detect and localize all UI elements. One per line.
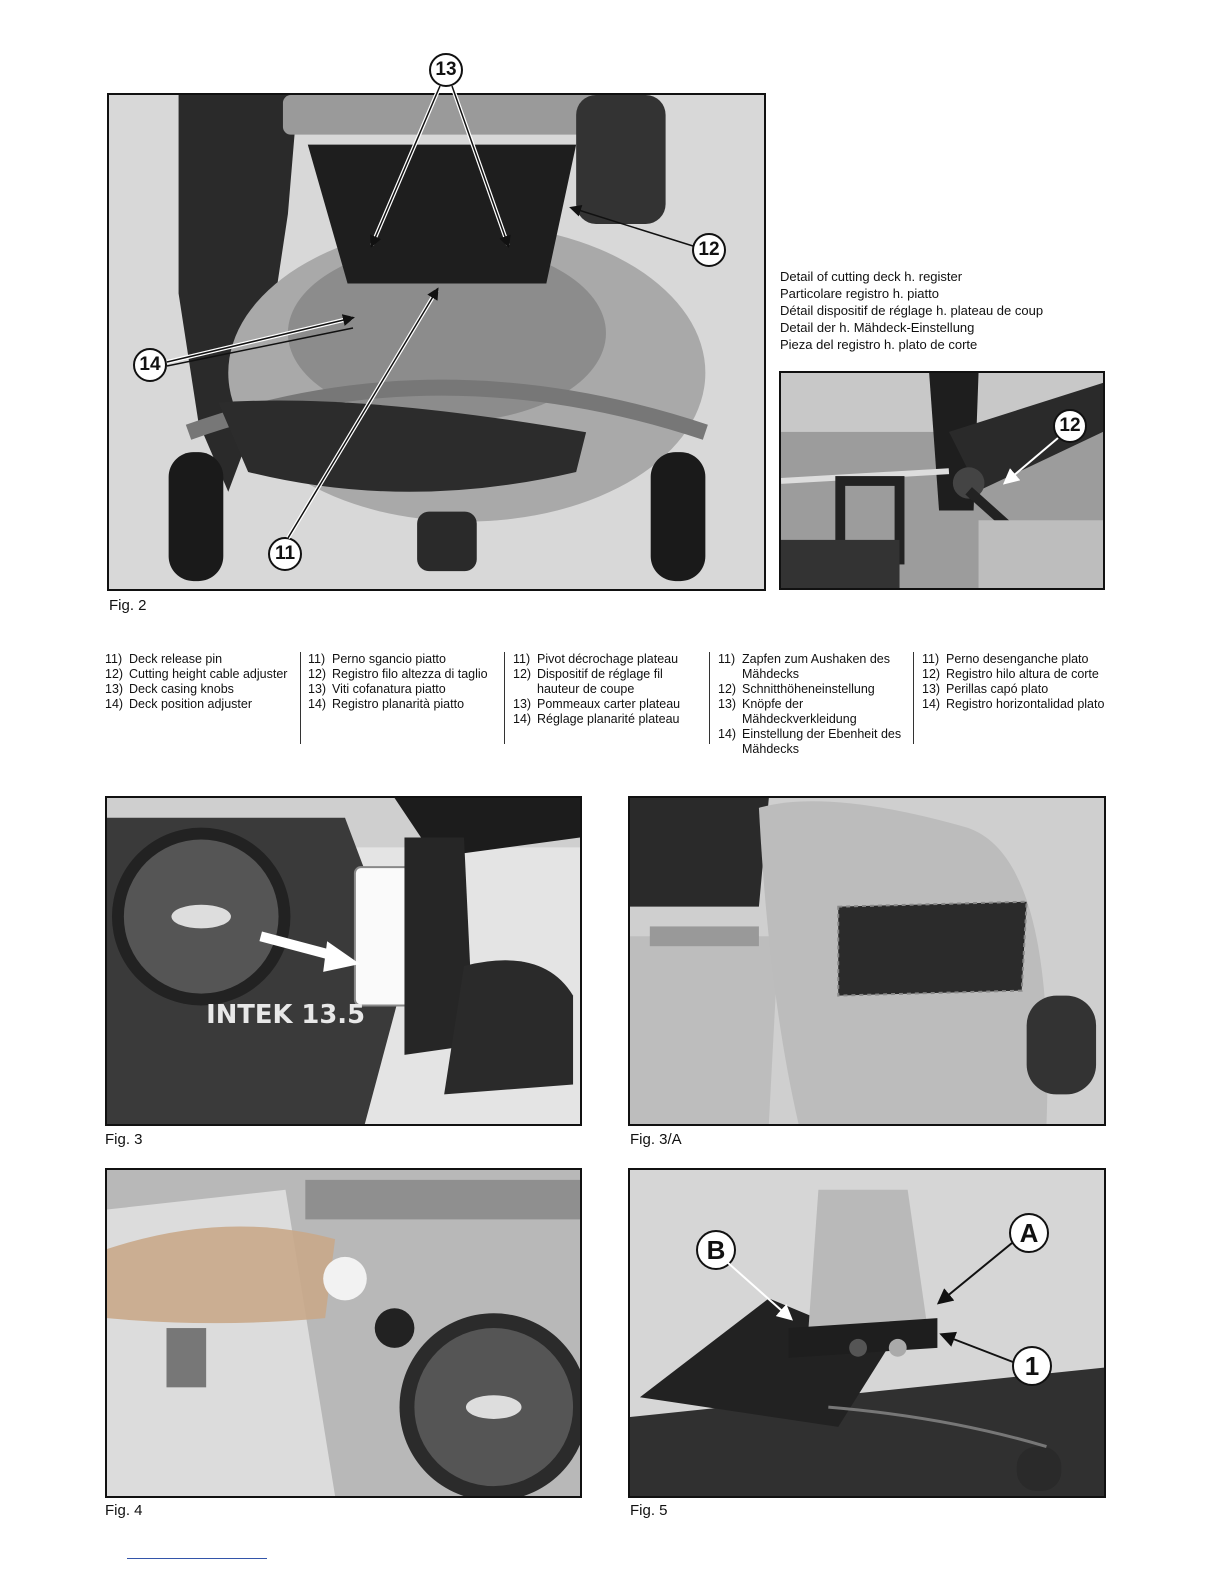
fig3-photo bbox=[105, 796, 582, 1126]
legend-text: Perno desenganche plato bbox=[946, 652, 1089, 666]
legend-text: Registro filo altezza di taglio bbox=[332, 667, 488, 681]
legend-item bbox=[922, 652, 1122, 667]
legend-text: Viti cofanatura piatto bbox=[332, 682, 446, 696]
legend-text: Deck casing knobs bbox=[129, 682, 234, 696]
legend-num: 14) bbox=[513, 712, 532, 726]
legend-num: 14) bbox=[105, 697, 124, 711]
legend-num: 14) bbox=[718, 727, 737, 741]
legend-col-de bbox=[718, 652, 908, 757]
fig2-callout-13: 13 bbox=[429, 53, 463, 87]
detail-line: Pieza del registro h. plato de corte bbox=[780, 337, 978, 352]
fig3-illustration bbox=[107, 798, 580, 1124]
legend-item bbox=[718, 652, 908, 682]
detail-line: Particolare registro h. piatto bbox=[780, 286, 939, 301]
legend-text: Knöpfe der Mähdeckverkleidung bbox=[742, 697, 857, 726]
legend-item bbox=[105, 652, 295, 667]
legend-text: Perno sgancio piatto bbox=[332, 652, 446, 666]
legend-item bbox=[105, 682, 295, 697]
fig5-caption: Fig. 5 bbox=[630, 1502, 668, 1519]
legend-item bbox=[718, 727, 908, 757]
legend-text: Deck release pin bbox=[129, 652, 223, 666]
legend-num: 12) bbox=[308, 667, 327, 681]
detail-line: Detail der h. Mähdeck-Einstellung bbox=[780, 320, 975, 335]
legend-text: Registro horizontalidad plato bbox=[946, 697, 1105, 711]
legend-num: 12) bbox=[922, 667, 941, 681]
legend-text: Pivot décrochage plateau bbox=[537, 652, 679, 666]
fig4-illustration bbox=[107, 1170, 580, 1496]
legend-num: 12) bbox=[513, 667, 532, 681]
legend-item bbox=[513, 697, 703, 712]
legend-col-en bbox=[105, 652, 295, 712]
fig4-photo bbox=[105, 1168, 582, 1498]
legend-separator bbox=[300, 652, 301, 744]
legend-item bbox=[922, 667, 1122, 682]
legend-item bbox=[513, 652, 703, 667]
legend-num: 11) bbox=[308, 652, 326, 666]
legend-text: Registro planarità piatto bbox=[332, 697, 465, 711]
legend-item bbox=[922, 682, 1122, 697]
legend-num: 14) bbox=[922, 697, 941, 711]
legend-text: Deck position adjuster bbox=[129, 697, 252, 711]
legend-text: Réglage planarité plateau bbox=[537, 712, 680, 726]
legend-text: Dispositif de réglage fil hauteur de coupe bbox=[537, 667, 663, 696]
legend-num: 13) bbox=[718, 697, 737, 711]
legend-num: 11) bbox=[513, 652, 531, 666]
legend-num: 13) bbox=[105, 682, 124, 696]
fig3a-photo bbox=[628, 796, 1106, 1126]
detail-line: Detail of cutting deck h. register bbox=[780, 269, 963, 284]
legend-num: 12) bbox=[105, 667, 124, 681]
legend-text: Pommeaux carter plateau bbox=[537, 697, 681, 711]
footer-rule bbox=[127, 1558, 267, 1559]
legend-item bbox=[105, 667, 295, 682]
fig3a-illustration bbox=[630, 798, 1104, 1124]
legend-num: 14) bbox=[308, 697, 327, 711]
legend-text: Cutting height cable adjuster bbox=[129, 667, 288, 681]
legend-num: 13) bbox=[922, 682, 941, 696]
legend-text: Perillas capó plato bbox=[946, 682, 1049, 696]
fig2-photo bbox=[107, 93, 766, 591]
legend-num: 11) bbox=[718, 652, 736, 666]
legend-item bbox=[513, 712, 703, 727]
legend-col-it bbox=[308, 652, 498, 712]
legend-item bbox=[308, 697, 498, 712]
fig4-caption: Fig. 4 bbox=[105, 1502, 143, 1519]
legend-item bbox=[308, 667, 498, 682]
legend-num: 12) bbox=[718, 682, 737, 696]
fig2-callout-12: 12 bbox=[692, 233, 726, 267]
legend-num: 11) bbox=[922, 652, 940, 666]
fig2-caption: Fig. 2 bbox=[109, 597, 147, 614]
legend-num: 13) bbox=[308, 682, 327, 696]
legend-item bbox=[105, 697, 295, 712]
fig3-caption: Fig. 3 bbox=[105, 1131, 143, 1148]
detail-line: Détail dispositif de réglage h. plateau de coup bbox=[780, 303, 1044, 318]
fig2-callout-14: 14 bbox=[133, 348, 167, 382]
fig5-callout-1: 1 bbox=[1012, 1346, 1052, 1386]
legend-text: Zapfen zum Aushaken des Mähdecks bbox=[742, 652, 891, 681]
legend-item bbox=[308, 682, 498, 697]
fig2-callout-11: 11 bbox=[268, 537, 302, 571]
legend-text: Registro hilo altura de corte bbox=[946, 667, 1099, 681]
legend-item bbox=[718, 682, 908, 697]
fig3-engine-label: INTEK 13.5 bbox=[206, 1000, 366, 1031]
legend-separator bbox=[504, 652, 505, 744]
legend-separator bbox=[913, 652, 914, 744]
legend-num: 11) bbox=[105, 652, 123, 666]
legend-num: 13) bbox=[513, 697, 532, 711]
detail-photo bbox=[779, 371, 1105, 590]
detail-callout-12: 12 bbox=[1053, 409, 1087, 443]
fig3a-caption: Fig. 3/A bbox=[630, 1131, 682, 1148]
legend-separator bbox=[709, 652, 710, 744]
fig5-callout-b: B bbox=[696, 1230, 736, 1270]
detail-illustration bbox=[781, 373, 1103, 588]
legend-col-fr bbox=[513, 652, 703, 727]
legend-text: Schnitthöheneinstellung bbox=[742, 682, 875, 696]
legend-item bbox=[718, 697, 908, 727]
legend-item bbox=[513, 667, 703, 697]
legend-text: Einstellung der Ebenheit des Mähdecks bbox=[742, 727, 902, 756]
fig2-illustration bbox=[109, 95, 764, 589]
detail-description bbox=[780, 268, 1043, 353]
legend-item bbox=[308, 652, 498, 667]
legend-item bbox=[922, 697, 1122, 712]
legend-col-es bbox=[922, 652, 1122, 712]
fig5-callout-a: A bbox=[1009, 1213, 1049, 1253]
